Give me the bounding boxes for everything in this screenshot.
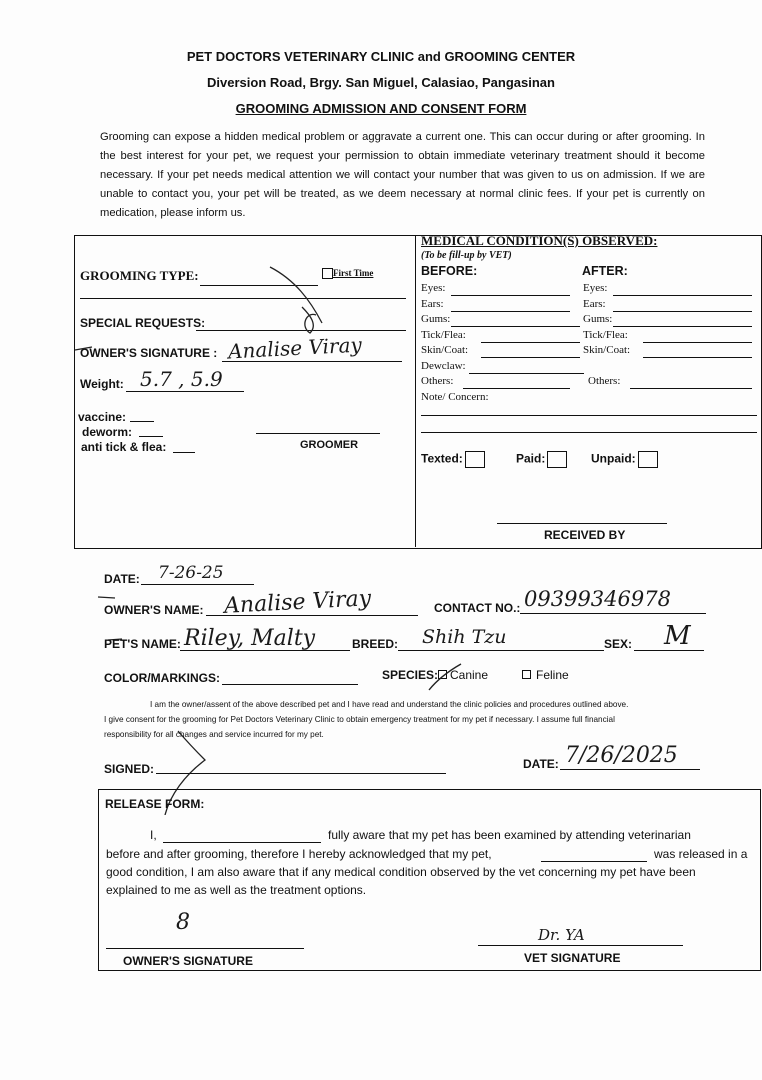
before-field-line[interactable] — [451, 311, 570, 312]
note-line-2[interactable] — [421, 432, 757, 433]
after-field-label: Eyes: — [583, 282, 608, 294]
release-l2-b: was released in a — [654, 847, 748, 861]
weight-handwriting: 5.7 , 5.9 — [140, 367, 223, 391]
clinic-name: PET DOCTORS VETERINARY CLINIC and GROOMING CENTER — [186, 49, 576, 64]
release-l1-b: fully aware that my pet has been examined by attending veterinarian — [328, 828, 691, 842]
before-field-label: Skin/Coat: — [421, 344, 469, 356]
weight-label: Weight: — [80, 377, 124, 391]
after-field-line[interactable] — [613, 311, 752, 312]
before-field-label: Eyes: — [421, 282, 446, 294]
intro-paragraph: Grooming can expose a hidden medical problem or aggravate a current one. This can occur during or after grooming. In the best interest for your pet, we request your permission to obtain immediate veterinary treatment should it become necessary. If your pet needs medical attention we will contact your number that was given to us on admission. If we are unable to contact you, your pet will be treated, as we deem necessary at normal clinic fees. If your pet is currently on medication, please inform us. — [100, 131, 705, 219]
owner-name-label: OWNER'S NAME: — [104, 603, 204, 617]
release-l2-a: before and after grooming, therefore I hereby acknowledged that my pet, — [106, 847, 492, 861]
feline-option[interactable] — [522, 668, 569, 682]
owner-signature-handwriting: Analise Viray — [227, 332, 363, 364]
pet-name-handwriting: Riley, Malty — [184, 626, 316, 651]
special-requests-label: SPECIAL REQUESTS: — [80, 316, 206, 330]
before-field-line[interactable] — [481, 357, 580, 358]
after-field-line[interactable] — [643, 342, 752, 343]
paid-option[interactable] — [516, 451, 567, 468]
after-field-label: Ears: — [583, 297, 606, 310]
groomer-label: GROOMER — [300, 439, 359, 451]
pet-name-line[interactable] — [180, 650, 350, 651]
consent-line-1: I am the owner/assent of the above described pet and I have read and understand the clinic policies and procedures outlined above. — [150, 700, 629, 709]
owner-name-handwriting: Analise Viray — [223, 586, 372, 619]
consent-date-label: DATE: — [523, 757, 559, 771]
before-field-label: Ears: — [421, 297, 444, 310]
consent-line-2: I give consent for the grooming for Pet Doctors Veterinary Clinic to obtain emergency treatment for my pet if necessary. I assume full financial — [104, 715, 615, 724]
breed-label: BREED: — [352, 637, 399, 651]
vet-signature-label: VET SIGNATURE — [524, 951, 621, 965]
release-l3: good condition, I am also aware that if any medical condition observed by the vet concerning my pet have been — [106, 865, 696, 879]
after-field-label: Skin/Coat: — [583, 344, 631, 356]
vet-signature-line[interactable] — [478, 945, 683, 946]
before-field-label: Gums: — [421, 313, 451, 325]
date-handwriting: 7-26-25 — [158, 563, 224, 583]
sex-line[interactable] — [634, 650, 704, 651]
texted-label: Texted: — [421, 451, 463, 466]
breed-handwriting: Shih Tzu — [422, 626, 507, 648]
breed-line[interactable] — [398, 650, 604, 651]
signed-label: SIGNED: — [104, 762, 155, 776]
canine-label: Canine — [450, 668, 489, 682]
before-field-label: Dewclaw: — [421, 359, 466, 372]
paid-checkbox[interactable] — [547, 451, 567, 468]
note-line-1[interactable] — [421, 415, 757, 416]
paid-label: Paid: — [516, 451, 546, 466]
date-line[interactable] — [141, 584, 254, 585]
release-name-line[interactable] — [163, 842, 321, 843]
after-field-line[interactable] — [643, 357, 752, 358]
color-markings-line[interactable] — [222, 684, 358, 685]
first-time-label: First Time — [333, 268, 374, 278]
release-form-title: RELEASE FORM: — [105, 797, 205, 811]
canine-check-mark — [425, 660, 465, 694]
form-title: GROOMING ADMISSION AND CONSENT FORM — [235, 101, 527, 116]
owner-name-line[interactable] — [206, 615, 418, 616]
contact-line[interactable] — [520, 613, 706, 614]
release-pet-line[interactable] — [541, 861, 647, 862]
feline-checkbox[interactable] — [522, 670, 531, 679]
signed-line[interactable] — [156, 773, 446, 774]
unpaid-checkbox[interactable] — [638, 451, 658, 468]
received-by-line[interactable] — [497, 523, 667, 524]
owner-signature-label: OWNER'S SIGNATURE : — [80, 346, 218, 360]
owner-release-signature-line[interactable] — [106, 948, 304, 949]
owner-release-signature-mark: 8 — [176, 910, 190, 935]
contact-handwriting: 09399346978 — [524, 587, 671, 611]
unpaid-label: Unpaid: — [591, 451, 636, 466]
texted-checkbox[interactable] — [465, 451, 485, 468]
contact-label: CONTACT NO.: — [434, 601, 521, 615]
date-label: DATE: — [104, 572, 140, 586]
grooming-type-label: GROOMING TYPE: — [80, 268, 199, 283]
clinic-address: Diversion Road, Brgy. San Miguel, Calasiao, Pangasinan — [207, 75, 555, 90]
release-l4: explained to me as well as the treatment options. — [106, 883, 367, 897]
before-field-line[interactable] — [481, 342, 580, 343]
owner-release-signature-label: OWNER'S SIGNATURE — [123, 954, 253, 968]
consent-line-3: responsibility for all changes and service incurred for my pet. — [104, 730, 324, 739]
after-field-label: Gums: — [583, 313, 613, 325]
before-field-line[interactable] — [469, 373, 584, 374]
received-by-label: RECEIVED BY — [544, 528, 626, 542]
medical-title: MEDICAL CONDITION(S) OBSERVED: — [421, 233, 658, 248]
sex-handwriting: M — [664, 621, 691, 651]
texted-option[interactable] — [421, 451, 485, 468]
after-field-label: Others: — [588, 375, 621, 387]
vet-signature-handwriting: Dr. YA — [538, 926, 585, 944]
before-field-label: Others: — [421, 375, 454, 387]
before-field-line[interactable] — [463, 388, 570, 389]
before-field-line[interactable] — [451, 295, 570, 296]
anti-tick-label: anti tick & flea: — [81, 440, 167, 454]
before-field-line[interactable] — [451, 326, 580, 327]
release-l1-a: I, — [150, 828, 157, 842]
unpaid-option[interactable] — [591, 451, 658, 468]
after-field-line[interactable] — [613, 295, 752, 296]
note-label: Note/ Concern: — [421, 391, 489, 403]
after-field-label: Tick/Flea: — [583, 328, 628, 341]
sex-label: SEX: — [604, 637, 633, 651]
before-label: BEFORE: — [421, 264, 478, 278]
after-field-line[interactable] — [630, 388, 752, 389]
deworm-label: deworm: — [82, 425, 133, 439]
species-label: SPECIES: — [382, 668, 439, 682]
after-label: AFTER: — [582, 264, 628, 278]
consent-date-line[interactable] — [560, 769, 700, 770]
color-markings-label: COLOR/MARKINGS: — [104, 671, 220, 685]
vaccine-label: vaccine: — [78, 410, 127, 424]
consent-date-handwriting: 7/26/2025 — [565, 743, 678, 768]
medical-subtitle: (To be fill-up by VET) — [421, 250, 512, 261]
before-field-label: Tick/Flea: — [421, 328, 466, 341]
pet-name-label: PET'S NAME: — [104, 637, 181, 651]
release-form-box — [98, 789, 761, 971]
feline-label: Feline — [536, 668, 569, 682]
after-field-line[interactable] — [613, 326, 752, 327]
